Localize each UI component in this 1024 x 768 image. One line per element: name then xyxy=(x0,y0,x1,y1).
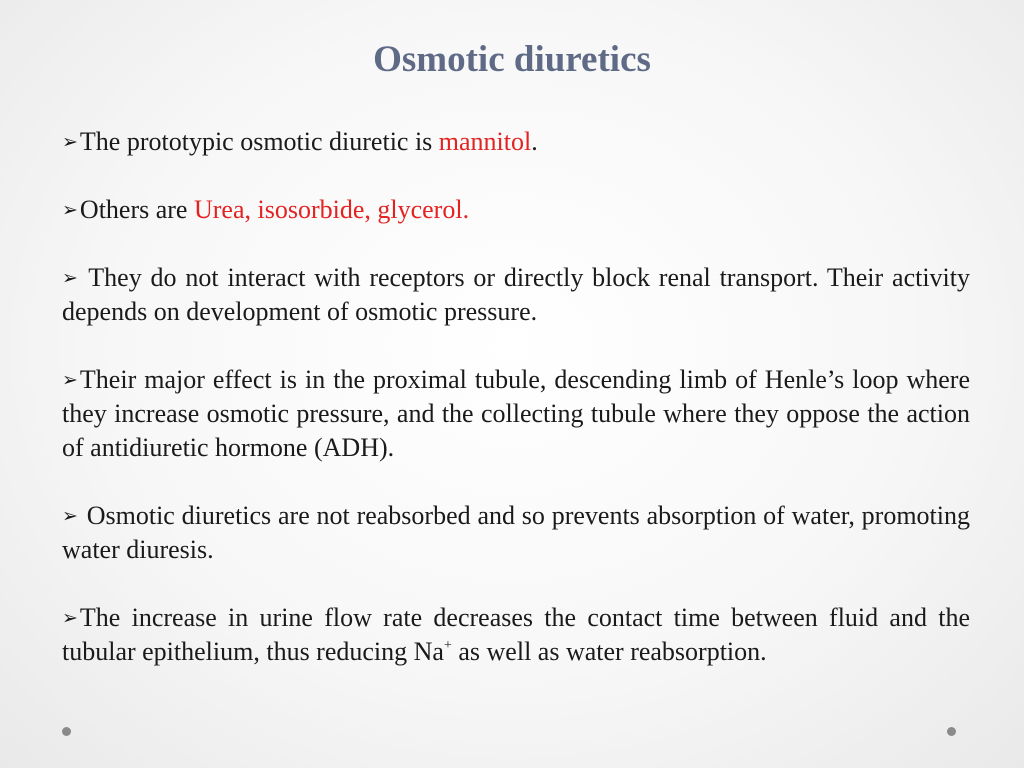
arrow-bullet-icon: ➢ xyxy=(62,607,78,629)
bullet-text: Others are xyxy=(79,195,194,224)
highlight-text: Urea, isosorbide, glycerol. xyxy=(193,195,470,224)
arrow-bullet-icon: ➢ xyxy=(62,505,78,527)
bullet-item-mechanism xyxy=(62,261,970,329)
arrow-bullet-icon: ➢ xyxy=(62,199,78,221)
bullet-text: The increase in urine flow rate decreases the contact time between fluid and the tubular epithelium, thus reducing Na xyxy=(62,603,970,666)
bullet-item-flow-rate xyxy=(62,601,970,669)
highlight-text: mannitol xyxy=(438,127,532,156)
bullet-text: The prototypic osmotic diuretic is xyxy=(79,127,439,156)
bullet-text: Osmotic diuretics are not reabsorbed and so prevents absorption of water, promoting water diuresis. xyxy=(62,501,970,564)
bullet-text: Their major effect is in the proximal tubule, descending limb of Henle’s loop where they increase osmotic pressure, and the collecting tubule where they oppose the action of antidiuretic hormone (ADH). xyxy=(62,365,970,462)
decorative-dot-left xyxy=(62,727,71,736)
bullet-item-others xyxy=(62,193,970,227)
slide-title: Osmotic diuretics xyxy=(373,39,651,80)
arrow-bullet-icon: ➢ xyxy=(62,267,78,289)
bullet-text: They do not interact with receptors or directly block renal transport. Their activity depends on development of osmotic pressure. xyxy=(62,263,970,326)
decorative-dot-right xyxy=(947,727,956,736)
superscript-plus: + xyxy=(443,638,452,653)
bullet-item-site-of-action xyxy=(62,363,970,465)
bullet-item-prototype xyxy=(62,125,970,159)
bullet-list xyxy=(62,125,970,669)
bullet-item-reabsorption xyxy=(62,499,970,567)
arrow-bullet-icon: ➢ xyxy=(62,131,78,153)
bullet-text-end: as well as water reabsorption. xyxy=(451,637,767,666)
bullet-text-end: . xyxy=(531,127,538,156)
arrow-bullet-icon: ➢ xyxy=(62,369,78,391)
